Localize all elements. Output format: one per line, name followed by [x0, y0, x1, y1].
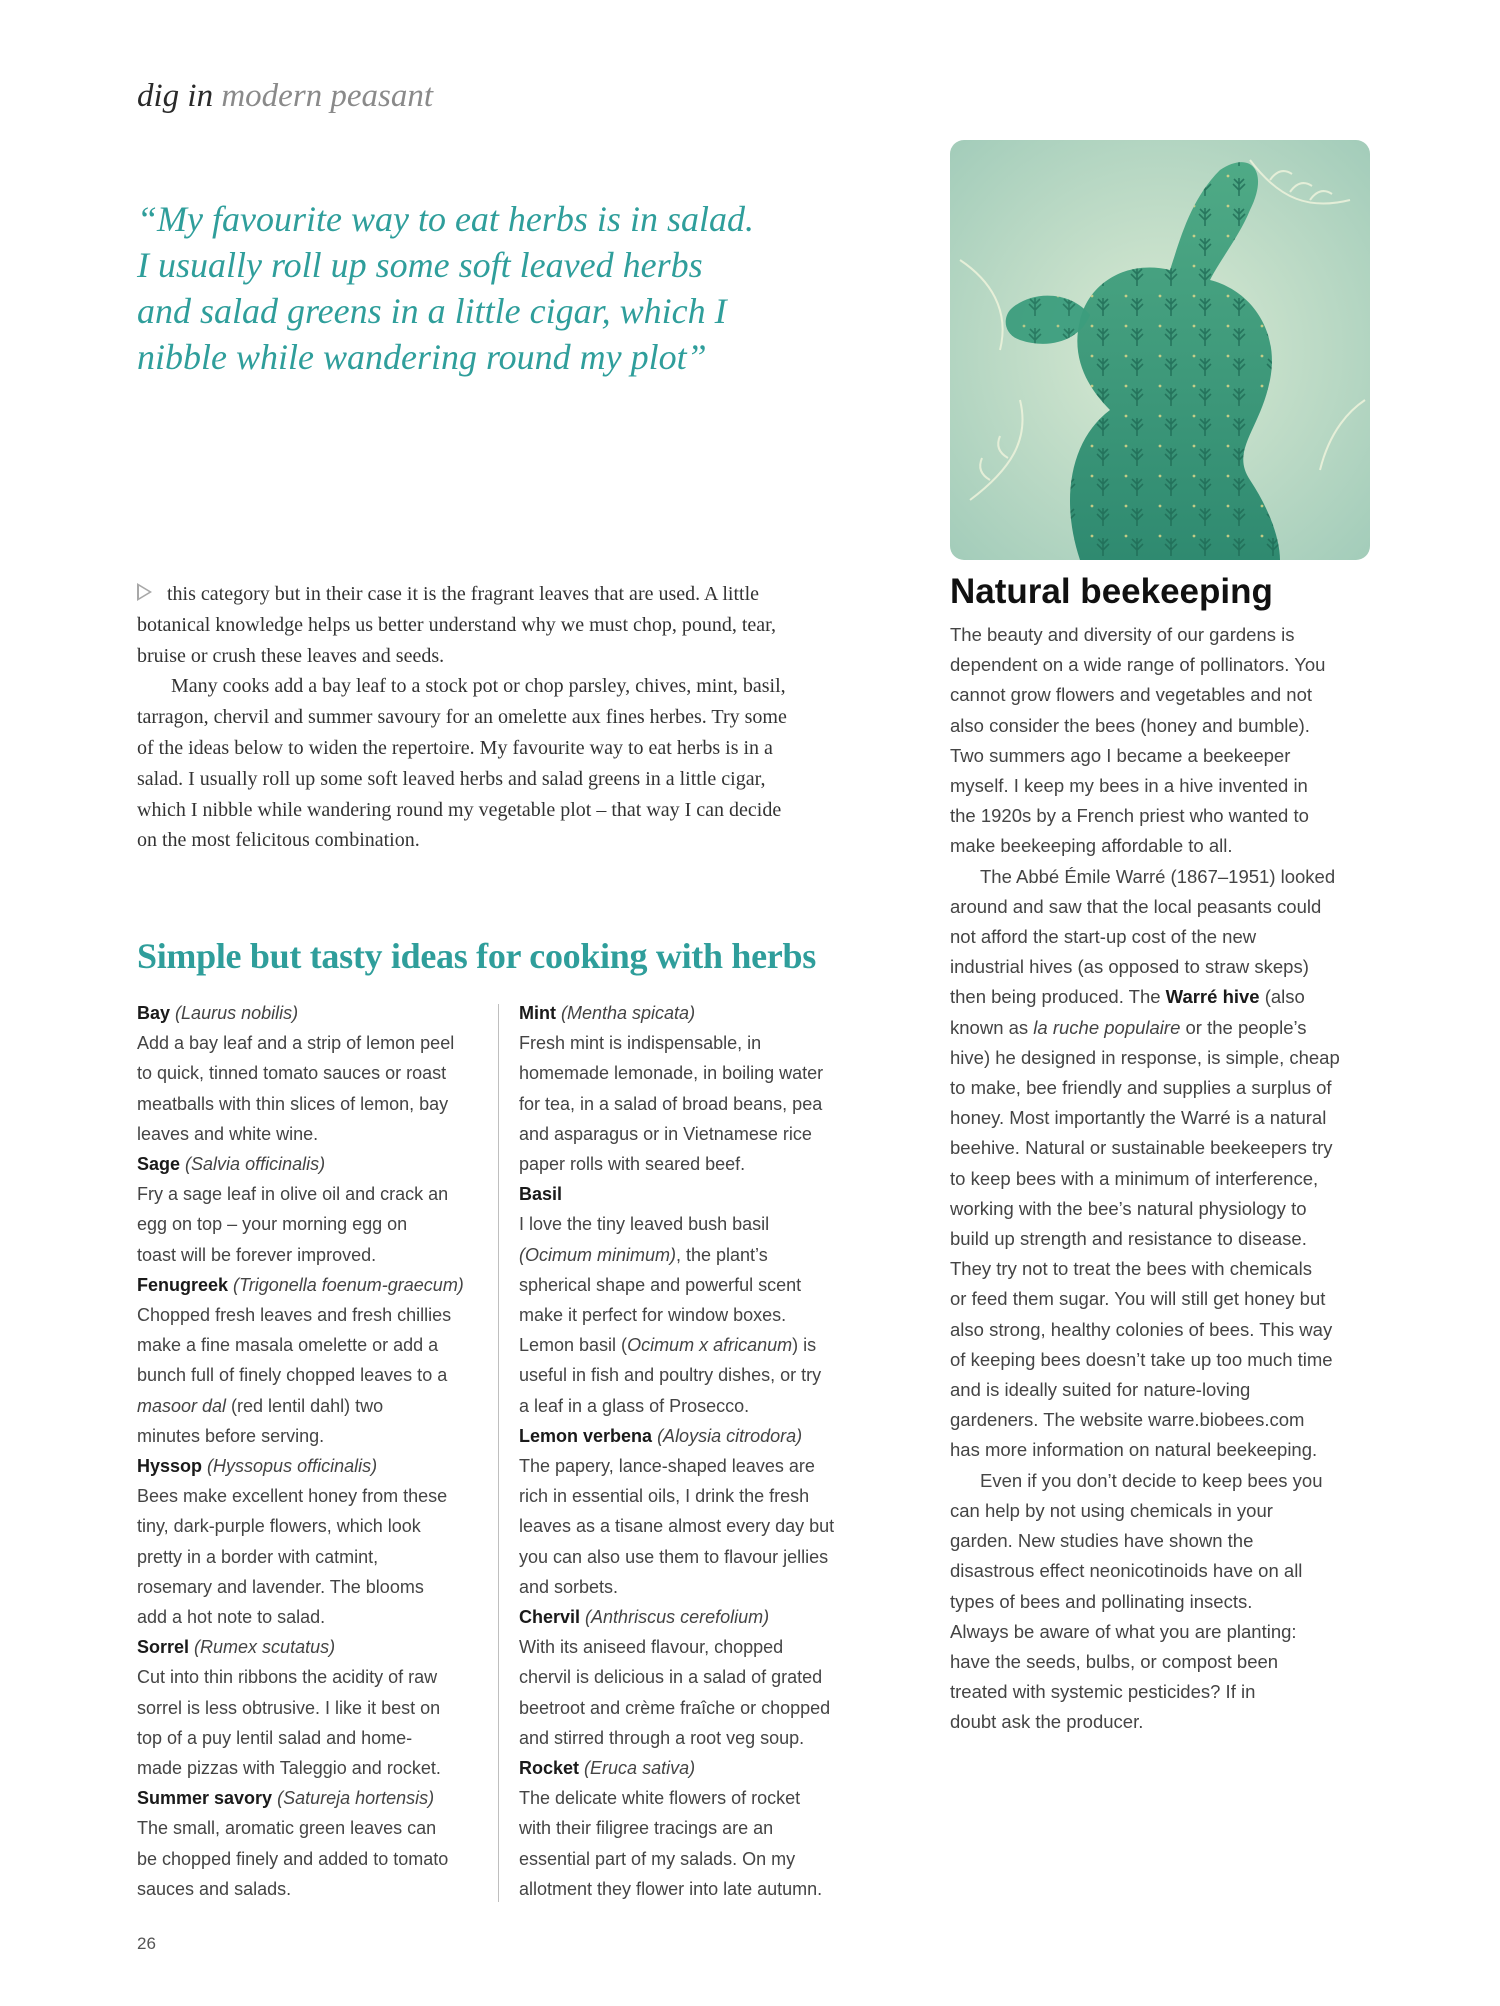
subsection-name: modern peasant: [221, 78, 434, 114]
text-line: to make, bee friendly and supplies a surplus of: [950, 1077, 1332, 1099]
text-line: and stirred through a root veg soup.: [519, 1727, 805, 1748]
text-line: Add a bay leaf and a strip of lemon peel: [137, 1033, 455, 1054]
text-line: I love the tiny leaved bush basil: [519, 1214, 770, 1235]
intro-text: [137, 579, 827, 856]
text-line: chervil is delicious in a salad of grated: [519, 1667, 823, 1688]
text-line: also strong, healthy colonies of bees. This way: [950, 1318, 1333, 1340]
text-line: have the seeds, bulbs, or compost been: [950, 1650, 1279, 1672]
text-line: on the most felicitous combination.: [137, 829, 420, 852]
herbs-section-heading: Simple but tasty ideas for cooking with herbs: [137, 936, 816, 976]
text-line: Fry a sage leaf in olive oil and crack an: [137, 1184, 449, 1205]
text-line: myself. I keep my bees in a hive invented in: [950, 775, 1308, 797]
text-line: spherical shape and powerful scent: [519, 1274, 802, 1295]
text-line: you can also use them to flavour jellies: [519, 1546, 829, 1567]
text-line: Lemon basil (Ocimum x africanum) is: [519, 1335, 817, 1356]
text-line: and asparagus or in Vietnamese rice: [519, 1123, 812, 1144]
text-line: Cut into thin ribbons the acidity of raw: [137, 1667, 438, 1688]
text-line: toast will be forever improved.: [137, 1244, 377, 1265]
text-line: industrial hives (as opposed to straw skeps): [950, 956, 1309, 978]
text-line: botanical knowledge helps us better understand why we must chop, pound, tear,: [137, 613, 777, 636]
text-line: sorrel is less obtrusive. I like it best on: [137, 1697, 441, 1718]
herb-title: Lemon verbena (Aloysia citrodora): [519, 1425, 803, 1446]
text-line: Fresh mint is indispensable, in: [519, 1033, 762, 1054]
text-line: sauces and salads.: [137, 1878, 292, 1899]
text-line: and is ideally suited for nature-loving: [950, 1379, 1251, 1401]
text-line: has more information on natural beekeeping.: [950, 1439, 1318, 1461]
herb-title: Summer savory (Satureja hortensis): [137, 1788, 435, 1809]
text-line: homemade lemonade, in boiling water: [519, 1063, 824, 1084]
text-line: to quick, tinned tomato sauces or roast: [137, 1063, 447, 1084]
herb-silhouette-illustration: [950, 140, 1370, 560]
herbs-column-left: [137, 998, 477, 1904]
text-line: bruise or crush these leaves and seeds.: [137, 644, 445, 667]
text-line: types of bees and pollinating insects.: [950, 1590, 1253, 1612]
text-line: The papery, lance-shaped leaves are: [519, 1456, 815, 1477]
text-line: allotment they flower into late autumn.: [519, 1878, 823, 1899]
text-line: pretty in a border with catmint,: [137, 1546, 379, 1567]
text-line: or feed them sugar. You will still get honey but: [950, 1288, 1326, 1310]
text-line: not afford the start-up cost of the new: [950, 926, 1257, 948]
text-line: then being produced. The Warré hive (also: [950, 986, 1305, 1008]
text-line: minutes before serving.: [137, 1425, 325, 1446]
text-line: salad. I usually roll up some soft leaved herbs and salad greens in a little cigar,: [137, 767, 766, 790]
text-line: masoor dal (red lentil dahl) two: [137, 1395, 384, 1416]
text-line: gardeners. The website warre.biobees.com: [950, 1409, 1305, 1431]
text-line: working with the bee’s natural physiology to: [950, 1197, 1307, 1219]
text-line: which I nibble while wandering round my vegetable plot – that way I can decide: [137, 798, 782, 821]
text-line: Even if you don’t decide to keep bees you: [980, 1469, 1323, 1491]
text-line: rosemary and lavender. The blooms: [137, 1576, 424, 1597]
section-name: dig in: [137, 78, 214, 114]
text-line: With its aniseed flavour, chopped: [519, 1637, 784, 1658]
herb-title: Rocket (Eruca sativa): [519, 1758, 696, 1779]
text-line: rich in essential oils, I drink the fresh: [519, 1486, 810, 1507]
herb-title: Sage (Salvia officinalis): [137, 1154, 326, 1175]
text-line: tarragon, chervil and summer savoury for an omelette aux fines herbes. Try some: [137, 706, 787, 729]
text-line: useful in fish and poultry dishes, or try: [519, 1365, 822, 1386]
text-line: Many cooks add a bay leaf to a stock pot or chop parsley, chives, mint, basil,: [171, 675, 786, 698]
text-line: bunch full of finely chopped leaves to a: [137, 1365, 448, 1386]
pull-quote-line: and salad greens in a little cigar, which I: [137, 291, 727, 331]
text-line: of the ideas below to widen the repertoire. My favourite way to eat herbs is in a: [137, 736, 773, 759]
text-line: this category but in their case it is the fragrant leaves that are used. A little: [167, 583, 760, 605]
text-line: treated with systemic pesticides? If in: [950, 1681, 1256, 1703]
text-line: beehive. Natural or sustainable beekeepers try: [950, 1137, 1333, 1159]
herb-title: Hyssop (Hyssopus officinalis): [137, 1456, 378, 1477]
text-line: The delicate white flowers of rocket: [519, 1788, 801, 1809]
text-line: (Ocimum minimum), the plant’s: [519, 1244, 768, 1265]
continued-arrow-icon: [137, 583, 152, 601]
herb-title: Chervil (Anthriscus cerefolium): [519, 1607, 770, 1628]
herb-title: Bay (Laurus nobilis): [137, 1003, 299, 1023]
herb-title: Basil: [519, 1184, 563, 1205]
text-line: the 1920s by a French priest who wanted to: [950, 805, 1309, 827]
herbs-column-right: [519, 998, 864, 1904]
text-line: leaves as a tisane almost every day but: [519, 1516, 835, 1537]
text-line: garden. New studies have shown the: [950, 1530, 1254, 1552]
text-line: The small, aromatic green leaves can: [137, 1818, 437, 1839]
text-line: make beekeeping affordable to all.: [950, 835, 1233, 857]
text-line: make a fine masala omelette or add a: [137, 1335, 439, 1356]
beekeeping-body: [950, 620, 1390, 1738]
text-line: Bees make excellent honey from these: [137, 1486, 448, 1507]
text-line: The Abbé Émile Warré (1867–1951) looked: [980, 865, 1336, 887]
text-line: can help by not using chemicals in your: [950, 1499, 1273, 1521]
text-line: made pizzas with Taleggio and rocket.: [137, 1758, 441, 1779]
intro-paragraph-2: [137, 671, 827, 856]
text-line: The beauty and diversity of our gardens is: [950, 624, 1295, 645]
text-line: Always be aware of what you are planting:: [950, 1620, 1297, 1642]
text-line: a leaf in a glass of Prosecco.: [519, 1395, 750, 1416]
text-line: be chopped finely and added to tomato: [137, 1848, 449, 1869]
text-line: egg on top – your morning egg on: [137, 1214, 408, 1235]
text-line: Chopped fresh leaves and fresh chillies: [137, 1305, 452, 1326]
column-divider: [498, 1004, 499, 1902]
text-line: known as la ruche populaire or the people’s: [950, 1016, 1307, 1038]
intro-paragraph-1: [137, 579, 827, 671]
pull-quote-line: I usually roll up some soft leaved herbs: [137, 245, 703, 285]
text-line: of keeping bees doesn’t take up too much time: [950, 1348, 1333, 1370]
text-line: make it perfect for window boxes.: [519, 1305, 787, 1326]
text-line: beetroot and crème fraîche or chopped: [519, 1697, 831, 1718]
text-line: and sorbets.: [519, 1576, 619, 1597]
text-line: honey. Most importantly the Warré is a natural: [950, 1107, 1327, 1129]
herb-title: Fenugreek (Trigonella foenum-graecum): [137, 1274, 464, 1295]
beekeeping-heading: Natural beekeeping: [950, 572, 1273, 611]
page-number: 26: [137, 1934, 156, 1953]
text-line: paper rolls with seared beef.: [519, 1154, 746, 1175]
text-line: to keep bees with a minimum of interference,: [950, 1167, 1319, 1189]
running-header: [137, 78, 433, 115]
text-line: tiny, dark-purple flowers, which look: [137, 1516, 421, 1537]
text-line: with their filigree tracings are an: [519, 1818, 774, 1839]
text-line: top of a puy lentil salad and home-: [137, 1727, 413, 1748]
text-line: Two summers ago I became a beekeeper: [950, 744, 1291, 766]
text-line: for tea, in a salad of broad beans, pea: [519, 1093, 823, 1114]
herb-title: Sorrel (Rumex scutatus): [137, 1637, 336, 1658]
text-line: They try not to treat the bees with chemicals: [950, 1258, 1312, 1280]
pull-quote: [137, 196, 817, 380]
text-line: essential part of my salads. On my: [519, 1848, 796, 1869]
text-line: around and saw that the local peasants could: [950, 895, 1322, 917]
text-line: also consider the bees (honey and bumble).: [950, 714, 1310, 736]
pull-quote-line: nibble while wandering round my plot”: [137, 337, 707, 377]
herb-title: Mint (Mentha spicata): [519, 1003, 696, 1023]
text-line: meatballs with thin slices of lemon, bay: [137, 1093, 449, 1114]
pull-quote-line: “My favourite way to eat herbs is in salad.: [137, 199, 754, 239]
text-line: build up strength and resistance to disease.: [950, 1228, 1307, 1250]
text-line: add a hot note to salad.: [137, 1607, 326, 1628]
text-line: cannot grow flowers and vegetables and not: [950, 684, 1313, 706]
text-line: doubt ask the producer.: [950, 1711, 1144, 1733]
text-line: hive) he designed in response, is simple, cheap: [950, 1046, 1340, 1068]
text-line: dependent on a wide range of pollinators. You: [950, 654, 1326, 676]
text-line: leaves and white wine.: [137, 1123, 319, 1144]
text-line: disastrous effect neonicotinoids have on all: [950, 1560, 1303, 1582]
